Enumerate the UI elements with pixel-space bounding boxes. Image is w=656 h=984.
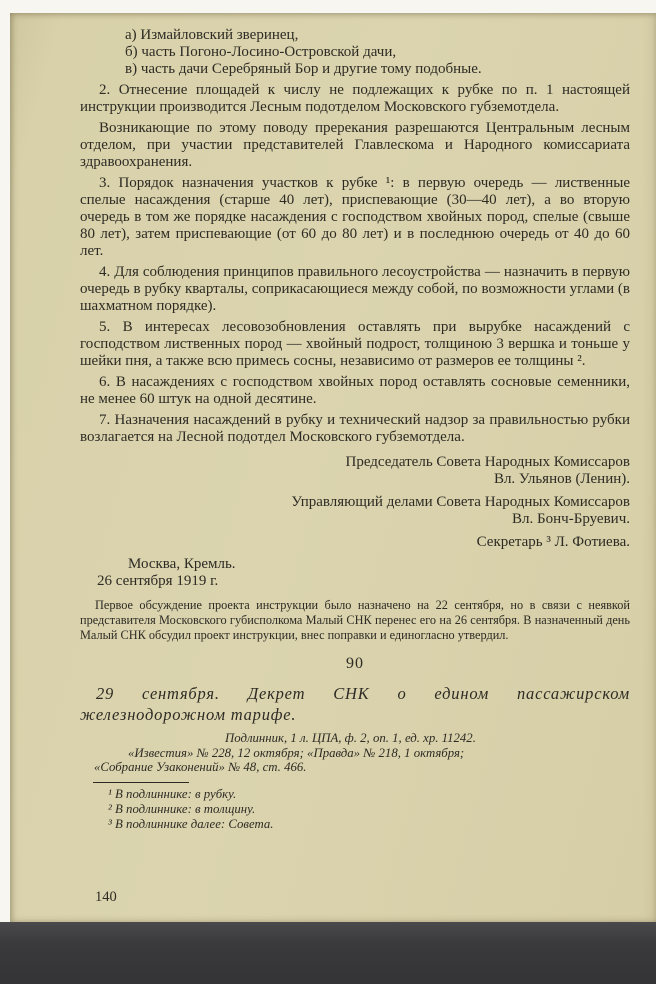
list-item-b: б) часть Погоно-Лосино-Островской дачи,: [125, 44, 397, 60]
footnote-3: ³ В подлиннике далее: Совета.: [108, 816, 274, 831]
date-line: 26 сентября 1919 г.: [97, 573, 219, 589]
paragraph-6: 6. В насаждениях с господством хвойных пород оставлять сосновые семенники, не менее 60 штук на одной десятине.: [80, 374, 630, 407]
signature-name: Вл. Бонч-Бруевич.: [512, 511, 630, 527]
paragraph-3: 3. Порядок назначения участков к рубке ¹: в первую очередь — лиственные спелые насаждения (старше 40 лет), приспевающие (30—40 лет), а во вторую очередь в том же порядке насаждения с господством хвойных пород, спелые (свыше 80 лет), затем приспевающие (от 60 до 80 лет) и в последнюю очередь от 40 до 60 лет.: [80, 175, 630, 259]
source-line-original: Подлинник, 1 л. ЦПА, ф. 2, оп. 1, ед. хр. 11242.: [225, 731, 476, 745]
signature-block: [80, 454, 630, 528]
paragraph-4: 4. Для соблюдения принципов правильного лесоустройства — назначить в первую очередь в рубку кварталы, соприкасающиеся между собой, по возможности углами (в шахматном порядке).: [80, 264, 630, 314]
book-page: [10, 13, 656, 922]
source-line-press-1: «Известия» № 228, 12 октября; «Правда» № 218, 1 октября;: [128, 745, 465, 760]
signature-chairman: [80, 454, 630, 488]
paragraph-disputes: Возникающие по этому поводу пререкания разрешаются Центральным лесным отделом, при участии представителей Главлескома и Народного комиссариата здравоохранения.: [80, 120, 630, 170]
scan-dark-edge: [0, 922, 656, 984]
list-item-v: в) часть дачи Серебряный Бор и другие тому подобные.: [125, 61, 482, 77]
editorial-note: Первое обсуждение проекта инструкции было назначено на 22 сентября, но в связи с неявкой представителя Московского губисполкома Малый СНК перенес его на 26 сентября. В назначенный день Малый СНК обсудил проект инструкции, внес поправки и единогласно утвердил.: [80, 598, 630, 642]
section-number: 90: [346, 655, 364, 672]
signature-name: Вл. Ульянов (Ленин).: [493, 471, 630, 487]
footnote-1: ¹ В подлиннике: в рубку.: [108, 786, 237, 801]
place-date-block: [80, 556, 630, 590]
decree-heading: 29 сентября. Декрет СНК о едином пассажирском железнодорожном тарифе.: [80, 684, 630, 724]
list-item-a: а) Измайловский зверинец,: [125, 27, 299, 43]
secretary-line: Секретарь ³ Л. Фотиева.: [476, 534, 630, 550]
place-line: Москва, Кремль.: [128, 556, 236, 572]
paragraph-7: 7. Назначения насаждений в рубку и технический надзор за правильностью рубки возлагается на Лесной подотдел Московского губземотдела.: [80, 412, 630, 445]
footnote-2: ² В подлиннике: в толщину.: [108, 801, 256, 816]
signature-title: Председатель Совета Народных Комиссаров: [345, 454, 630, 470]
footnotes-block: [80, 787, 630, 832]
signature-title: Управляющий делами Совета Народных Комиссаров: [291, 494, 630, 510]
source-line-press-2: «Собрание Узаконений» № 48, ст. 466.: [94, 760, 307, 774]
source-block: [80, 731, 630, 775]
footnote-divider: [93, 782, 189, 783]
signature-manager: [80, 494, 630, 528]
paragraph-2: 2. Отнесение площадей к числу не подлежащих к рубке по п. 1 настоящей инструкции производится Лесным подотделом Московского губземотдела.: [80, 82, 630, 115]
page-number: 140: [95, 889, 117, 905]
paragraph-5: 5. В интересах лесовозобновления оставлять при вырубке насаждений с господством лиственных пород — хвойный подрост, толщиною 3 вершка и тоньше у шейки пня, а также всю примесь сосны, независимо от размеров ее толщины ².: [80, 319, 630, 369]
page-content: [80, 27, 630, 832]
